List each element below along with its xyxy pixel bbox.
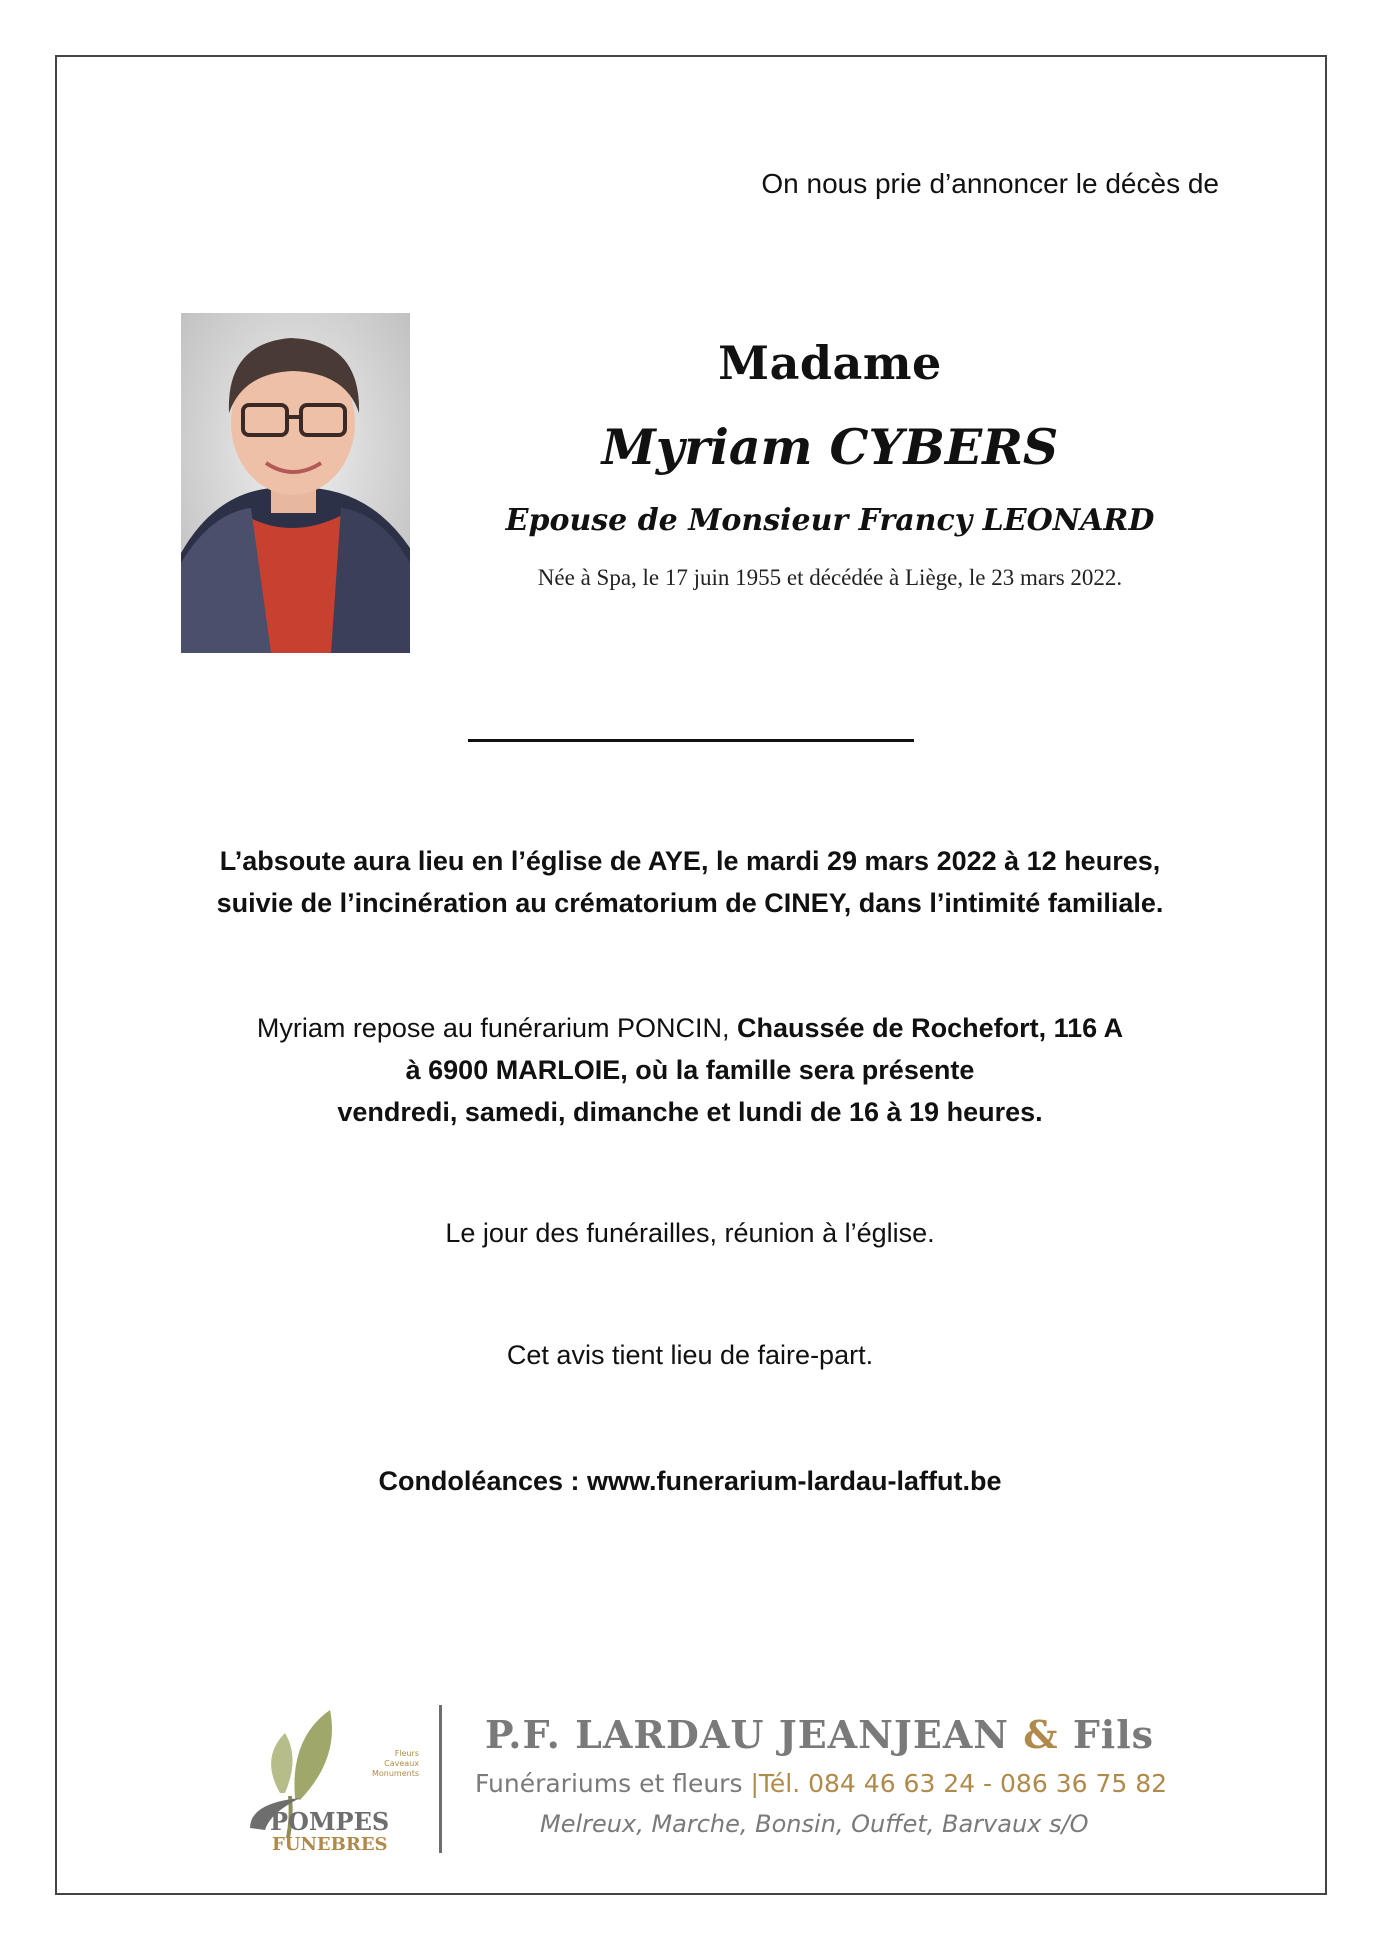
faire-part-text: Cet avis tient lieu de faire-part. [506,1340,874,1370]
visitation-text [120,1007,1260,1133]
visitation-line-3: vendredi, samedi, dimanche et lundi de 16 à 19 heures. [337,1097,1043,1127]
portrait-photo [181,313,410,653]
logo-word-pompes: POMPES [270,1807,390,1836]
footer-separator [439,1705,442,1853]
firm-locations: Melreux, Marche, Bonsin, Ouffet, Barvaux s/O [540,1810,1089,1838]
phone-numbers: Tél. 084 46 63 24 - 086 36 75 82 [758,1769,1168,1798]
visitation-address: Chaussée de Rochefort, 116 A [737,1013,1124,1043]
deceased-name: Myriam CYBERS [601,418,1059,476]
visitation-line-1 [120,1007,1260,1049]
intro-text: On nous prie d’annoncer le décès de [761,168,1219,199]
firm-name-main: P.F. LARDAU JEANJEAN [485,1712,1024,1757]
logo-word-funebres: FUNEBRES [272,1834,388,1855]
ceremony-text [120,840,1260,924]
firm-name-fils: Fils [1058,1712,1155,1757]
pipe-separator: | [750,1769,759,1798]
ceremony-line-1: L’absoute aura lieu en l’église de AYE, le mardi 29 mars 2022 à 12 heures, [219,846,1161,876]
birth-death-dates: Née à Spa, le 17 juin 1955 et décédée à Liège, le 23 mars 2022. [537,565,1123,590]
leaf-icon [271,1733,292,1793]
logo-word-fleurs: Fleurs [394,1749,419,1758]
firm-ampersand: & [1023,1712,1059,1757]
ceremony-line-2: suivie de l’incinération au crématorium de CINEY, dans l’intimité familiale. [216,888,1164,918]
funeral-home-logo [230,1698,430,1858]
condolences-link[interactable]: Condoléances : www.funerarium-lardau-laffut.be [378,1466,1002,1496]
firm-services-phones [475,1769,1167,1798]
visitation-place: Myriam repose au funérarium PONCIN, [256,1013,737,1043]
firm-name [485,1712,1154,1757]
visitation-line-2: à 6900 MARLOIE, où la famille sera présente [405,1055,975,1085]
honorific-title: Madame [718,336,942,390]
divider-line [468,739,914,742]
logo-word-caveaux: Caveaux [384,1759,419,1768]
spouse-line: Epouse de Monsieur Francy LEONARD [505,503,1155,538]
services-text: Funérariums et fleurs [475,1769,751,1798]
logo-word-monuments: Monuments [371,1769,419,1778]
reunion-text: Le jour des funérailles, réunion à l’église. [445,1218,935,1248]
